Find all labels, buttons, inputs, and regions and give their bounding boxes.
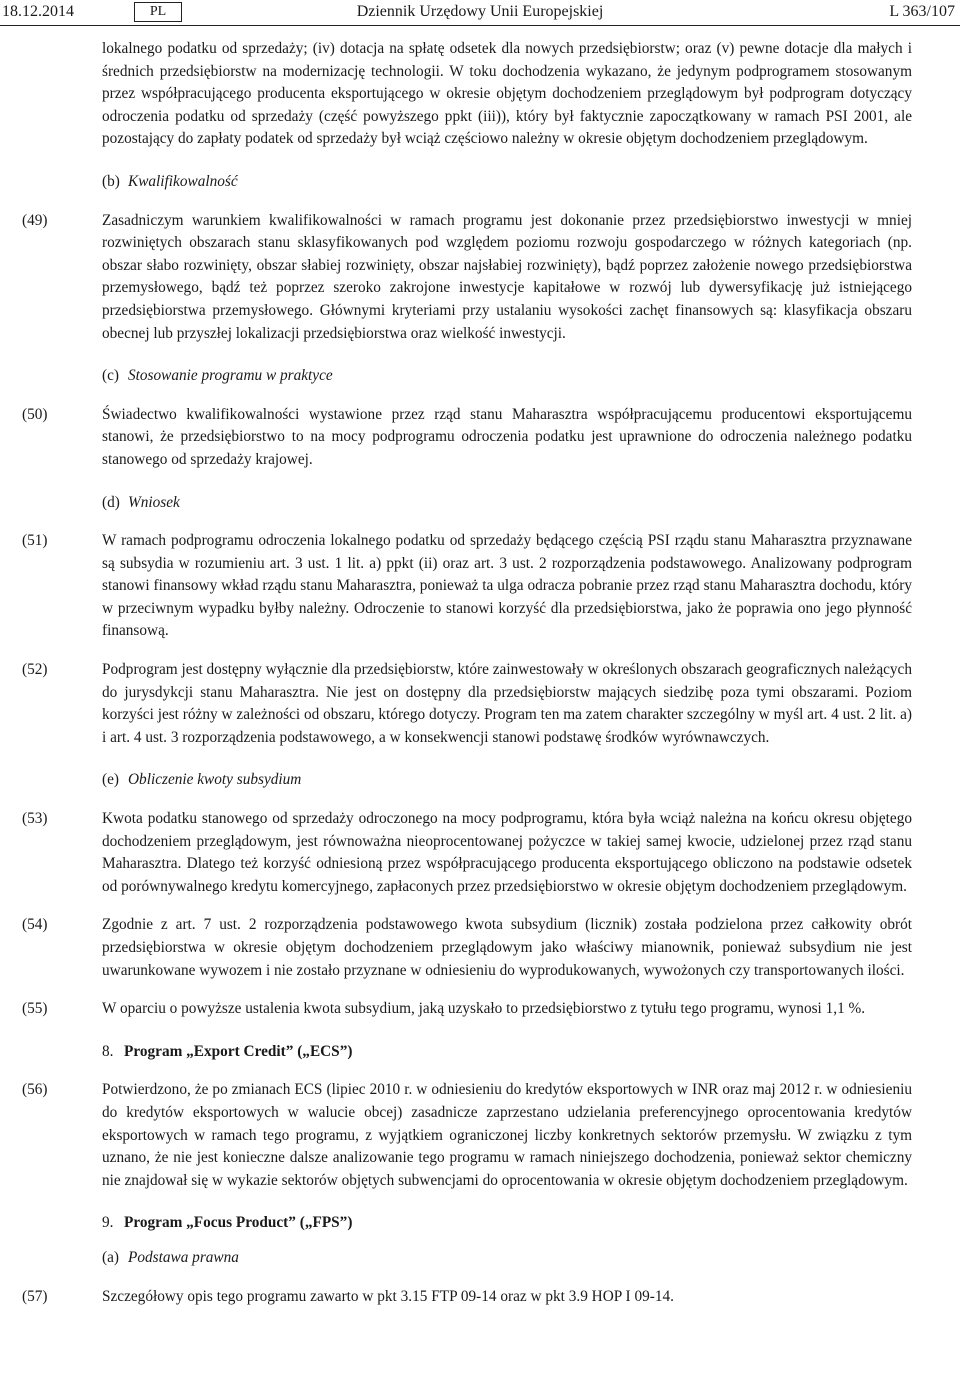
section-heading-e: [102, 769, 960, 792]
section-heading-c: [102, 365, 960, 388]
paragraph-52: [22, 659, 912, 749]
intro-paragraph: lokalnego podatku od sprzedaży; (iv) dotacja na spłatę odsetek dla nowych przedsiębiorstw; oraz (v) pewne dotacje dla małych i średnich przedsiębiorstw na modernizację technologii. W toku dochodzenia wykazano, że jedynym podprogramem stosowanym przez współpracującego producenta eksportującego w okresie objętym dochodzeniem przeglądowym był podprogram dotyczący odroczenia podatku od sprzedaży (część powyższego ppkt (iii)), który był faktycznie zapoczątkowany w ramach PSI 2001, ale pozostający do zapłaty podatek od sprzedaży był wciąż częściowo należny w okresie objętym dochodzeniem przeglądowym.: [102, 40, 912, 148]
paragraph-57: [22, 1286, 912, 1309]
header-date: 18.12.2014: [2, 3, 74, 20]
page-header: [0, 0, 960, 24]
program-title: Program „Export Credit” („ECS”): [124, 1042, 353, 1060]
section-title: Obliczenie kwoty subsydium: [128, 771, 302, 789]
paragraph-text: Szczegółowy opis tego programu zawarto w pkt 3.15 FTP 09-14 oraz w pkt 3.9 HOP I 09-14.: [102, 1287, 674, 1305]
section-label: (d): [102, 493, 120, 511]
section-heading-d: [102, 492, 960, 515]
section-title: Stosowanie programu w praktyce: [128, 367, 333, 385]
section-label: (e): [102, 771, 119, 789]
document-body: [0, 38, 960, 1308]
paragraph-text: Potwierdzono, że po zmianach ECS (lipiec 2010 r. w odniesieniu do kredytów eksportowych w INR oraz maj 2012 r. w odniesieniu do kredytów eksportowych w walucie obcej) zasadnicze zaprzestano udzielania preferencyjnego oprocentowania kredytów eksportowych w ramach tego programu, z wyjątkiem ograniczonej liczby konkretnych sektorów przemysłu. W związku z tym uznano, że nie jest konieczne dalsze analizowanie tego programu w ramach niniejszego dochodzenia, ponieważ sektor chemiczny nie znajdował się w wykazie sektorów objętych subwencjami do oprocentowania w okresie objętym dochodzeniem przeglądowym.: [102, 1081, 912, 1189]
paragraph-56: [22, 1079, 912, 1192]
paragraph-55: [22, 998, 912, 1021]
paragraph-text: Zgodnie z art. 7 ust. 2 rozporządzenia podstawowego kwota subsydium (licznik) została podzielona przez całkowity obrót przedsiębiorstwa w okresie objętym dochodzeniem przeglądowym jako właściwy mianownik, ponieważ subsydium nie jest uwarunkowane wywozem i nie zostało przyznane w odniesieniu do wyprodukowanych, wywożonych czy transportowanych ilości.: [102, 916, 912, 979]
paragraph-number: (50): [22, 405, 48, 423]
paragraph-text: Kwota podatku stanowego od sprzedaży odroczonego na mocy podprogramu, która była wciąż należna na końcu okresu objętego dochodzeniem przeglądowym, jest równoważna nieoprocentowanej pożyczce w takiej samej kwocie, udzielonej przez rząd stanu Maharasztra. Dlatego też korzyść odniesioną przez współpracującego producenta eksportującego obliczono na podstawie odsetek od porównywalnego kredytu komercyjnego, zapłaconych przez przedsiębiorstwo w okresie objętym dochodzeniem przeglądowym.: [102, 810, 912, 895]
paragraph-number: (52): [22, 661, 48, 679]
paragraph-text: W oparciu o powyższe ustalenia kwota subsydium, jaką uzyskało to przedsiębiorstwo z tytułu tego programu, wynosi 1,1 %.: [102, 1000, 866, 1018]
paragraph-number: (57): [22, 1287, 48, 1305]
paragraph-50: [22, 404, 912, 472]
paragraph-51: [22, 530, 912, 643]
journal-title: Dziennik Urzędowy Unii Europejskiej: [356, 3, 604, 20]
paragraph-number: (53): [22, 810, 48, 828]
paragraph-49: [22, 210, 912, 346]
paragraph-number: (54): [22, 916, 48, 934]
program-number: 8.: [102, 1042, 114, 1060]
program-heading-8: [102, 1041, 960, 1064]
paragraph-number: (56): [22, 1081, 48, 1099]
paragraph-number: (51): [22, 532, 48, 550]
paragraph-number: (55): [22, 1000, 48, 1018]
program-heading-9: [102, 1212, 960, 1235]
section-heading-a: [102, 1247, 960, 1270]
section-title: Kwalifikowalność: [128, 172, 238, 190]
program-number: 9.: [102, 1214, 114, 1232]
page-reference: L 363/107: [889, 3, 955, 20]
program-title: Program „Focus Product” („FPS”): [124, 1214, 353, 1232]
section-label: (a): [102, 1248, 119, 1266]
section-label: (b): [102, 172, 120, 190]
paragraph-number: (49): [22, 211, 48, 229]
paragraph-53: [22, 808, 912, 898]
paragraph-text: Świadectwo kwalifikowalności wystawione przez rząd stanu Maharasztra współpracującemu producentowi eksportującemu stanowi, że przedsiębiorstwo to na mocy podprogramu odroczenia podatku jest uprawnione do odroczenia należnego podatku stanowego od sprzedaży krajowej.: [102, 405, 912, 468]
language-badge: PL: [134, 2, 182, 22]
paragraph-text: Zasadniczym warunkiem kwalifikowalności w ramach programu jest dokonanie przez przedsiębiorstwo inwestycji w mniej rozwiniętych obszarach stanu sklasyfikowanych pod względem poziomu rozwoju gospodarczego w różnych kategoriach (np. obszar słabo rozwinięty, obszar słabiej rozwinięty, obszar najsłabiej rozwinięty), bądź poprzez założenie nowego przedsiębiorstwa przemysłowego, bądź też poprzez szeroko zakrojone inwestycje kapitałowe w rozwój lub dywersyfikację już istniejącego przedsiębiorstwa przemysłowego. Głównymi kryteriami przy ustalaniu wysokości zachęt finansowych są: klasyfikacja obszaru obecnej lub przyszłej lokalizacji przedsiębiorstwa oraz wielkość inwestycji.: [102, 211, 912, 342]
section-label: (c): [102, 367, 119, 385]
section-heading-b: [102, 171, 960, 194]
paragraph-text: W ramach podprogramu odroczenia lokalnego podatku od sprzedaży będącego częścią PSI rządu stanu Maharasztra przyznawane są subsydia w rozumieniu art. 3 ust. 1 lit. a) ppkt (ii) oraz art. 3 ust. 2 rozporządzenia podstawowego. Analizowany podprogram stanowi finansowy wkład rządu stanu Maharasztra, ponieważ ta ulga odracza pobranie przez rząd stanu Maharasztra dochodu, który w przeciwnym wypadku byłby należny. Odroczenie to stanowi korzyść dla przedsiębiorstwa, jako że poprawia ono jego płynność finansową.: [102, 532, 912, 640]
section-title: Podstawa prawna: [128, 1248, 239, 1266]
section-title: Wniosek: [128, 493, 180, 511]
paragraph-text: Podprogram jest dostępny wyłącznie dla przedsiębiorstw, które zainwestowały w określonych obszarach geograficznych należących do jurysdykcji stanu Maharasztra. Nie jest on dostępny dla przedsiębiorstw mających siedzibę poza tymi obszarami. Poziom korzyści jest różny w zależności od obszaru, którego dotyczy. Program ten ma zatem charakter szczególny w myśl art. 4 ust. 2 lit. a) i art. 4 ust. 3 rozporządzenia podstawowego, a w konsekwencji stanowi podstawę środków wyrównawczych.: [102, 661, 912, 746]
header-divider: [0, 25, 960, 26]
paragraph-54: [22, 914, 912, 982]
